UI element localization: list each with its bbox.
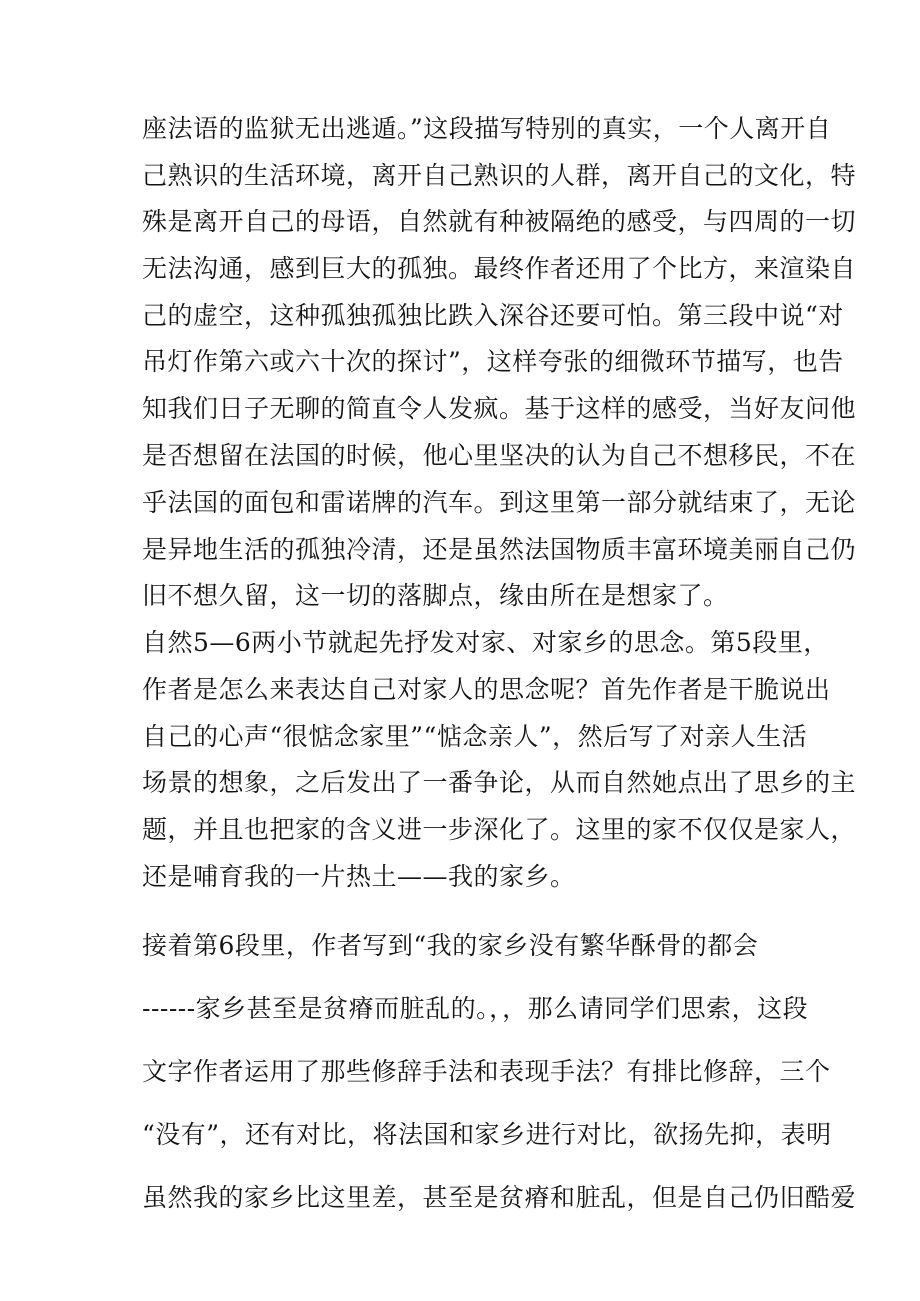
text-line: 还是哺育我的一片热土——我的家乡。 [142, 862, 576, 891]
text-line: 无法沟通，感到巨大的孤独。最终作者还用了个比方，来渲染自 [142, 254, 857, 283]
text-line: 殊是离开自己的母语，自然就有种被隔绝的感受，与四周的一切 [142, 207, 857, 236]
text-line: ------家乡甚至是贫瘠而脏乱的。，，那么请同学们思索，这段 [142, 994, 809, 1023]
text-line: 乎法国的面包和雷诺牌的汽车。到这里第一部分就结束了，无论 [142, 488, 857, 517]
text-line: 场景的想象，之后发出了一番争论，从而自然她点出了思乡的主 [142, 768, 857, 797]
text-line: 是异地生活的孤独冷清，还是虽然法国物质丰富环境美丽自己仍 [142, 535, 857, 564]
text-line: 旧不想久留，这一切的落脚点，缘由所在是想家了。 [142, 581, 729, 610]
text-line: 是否想留在法国的时候，他心里坚决的认为自己不想移民，不在 [142, 441, 857, 470]
text-line: 己熟识的生活环境，离开自己熟识的人群，离开自己的文化，特 [142, 161, 857, 190]
text-line: 自然5—6两小节就起先抒发对家、对家乡的思念。第5段里， [142, 628, 829, 657]
text-line: 文字作者运用了那些修辞手法和表现手法？有排比修辞，三个 [142, 1057, 831, 1086]
text-line: “没有”，还有对比，将法国和家乡进行对比，欲扬先抑，表明 [142, 1120, 832, 1149]
text-line: 知我们日子无聊的简直令人发疯。基于这样的感受，当好友问他 [142, 394, 857, 423]
text-line: 虽然我的家乡比这里差，甚至是贫瘠和脏乱，但是自己仍旧酷爱 [142, 1183, 857, 1212]
text-line: 自己的心声“很惦念家里”“惦念亲人”，然后写了对亲人生活 [142, 722, 808, 751]
text-line: 己的虚空，这种孤独孤独比跌入深谷还要可怕。第三段中说“对 [142, 301, 844, 330]
text-line: 吊灯作第六或六十次的探讨”，这样夸张的细微环节描写，也告 [142, 347, 844, 376]
text-line: 作者是怎么来表达自己对家人的思念呢？首先作者是干脆说出 [142, 675, 831, 704]
text-line: 座法语的监狱无出逃遁。”这段描写特别的真实，一个人离开自 [142, 114, 832, 143]
text-line: 题，并且也把家的含义进一步深化了。这里的家不仅仅是家人， [142, 815, 857, 844]
text-line: 接着第6段里，作者写到“我的家乡没有繁华酥骨的都会 [142, 931, 759, 960]
